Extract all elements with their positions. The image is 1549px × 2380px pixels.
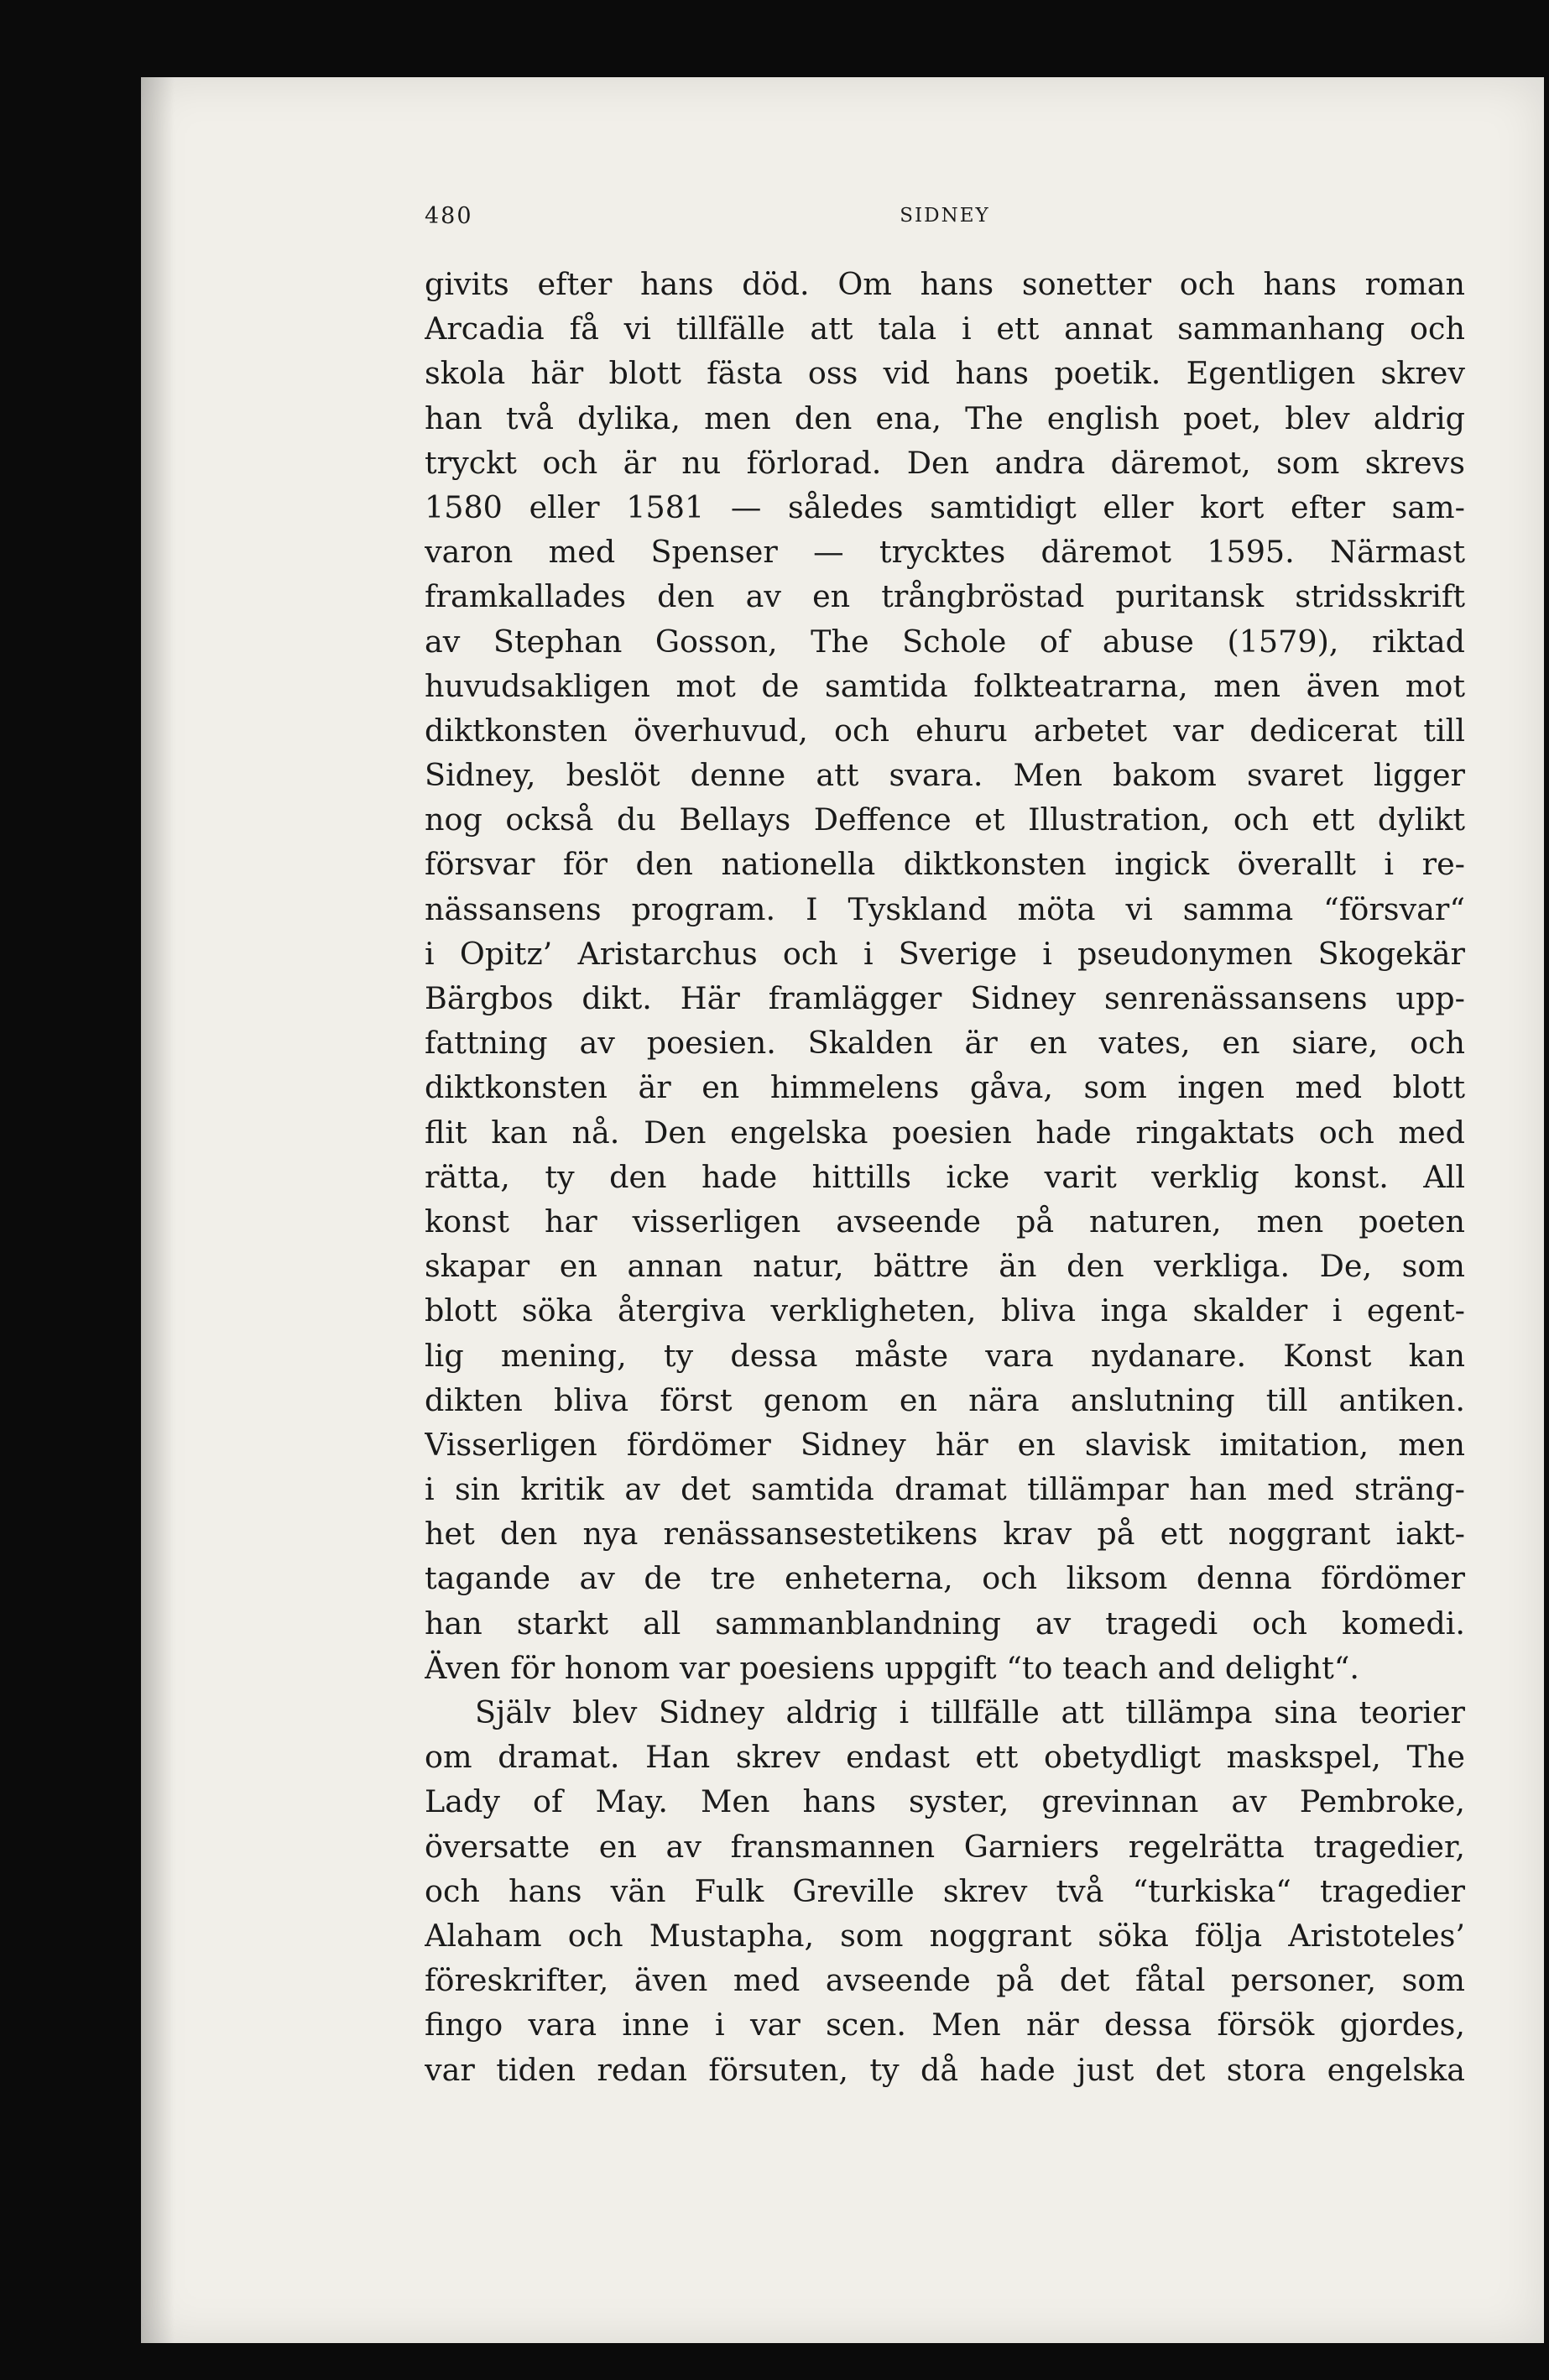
page-number: 480	[425, 203, 473, 229]
text-line: skola här blott fästa oss vid hans poetik. Egentligen skrev	[425, 355, 1465, 392]
text-line: föreskrifter, även med avseende på det fåtal personer, som	[425, 1962, 1465, 1999]
running-title: SIDNEY	[900, 205, 990, 227]
text-line: dikten bliva först genom en nära anslutning till antiken.	[425, 1381, 1465, 1418]
text-line: diktkonsten är en himmelens gåva, som ingen med blott	[425, 1069, 1465, 1106]
text-line: 1580 eller 1581 — således samtidigt eller kort efter sam-	[425, 488, 1465, 525]
text-line: Arcadia få vi tillfälle att tala i ett annat sammanhang och	[425, 311, 1465, 347]
text-line: varon med Spenser — trycktes däremot 1595. Närmast	[425, 534, 1465, 571]
text-line: konst har visserligen avseende på naturen, men poeten	[425, 1203, 1465, 1240]
text-line: blott söka återgiva verkligheten, bliva inga skalder i egent-	[425, 1292, 1465, 1329]
text-line: och hans vän Fulk Greville skrev två “turkiska“ tragedier	[425, 1872, 1465, 1909]
text-line: nässansens program. I Tyskland möta vi samma “försvar“	[425, 890, 1465, 927]
text-line: framkallades den av en trångbröstad puritansk stridsskrift	[425, 578, 1465, 615]
body-text	[425, 262, 1465, 2092]
text-line: Lady of May. Men hans syster, grevinnan av Pembroke,	[425, 1783, 1465, 1820]
text-line: huvudsakligen mot de samtida folkteatrarna, men även mot	[425, 667, 1465, 704]
text-line: tryckt och är nu förlorad. Den andra däremot, som skrevs	[425, 444, 1465, 481]
gutter-shadow	[141, 77, 175, 2343]
text-line-paragraph-start: Själv blev Sidney aldrig i tillfälle att tillämpa sina teorier	[475, 1694, 1465, 1730]
text-line: givits efter hans död. Om hans sonetter och hans roman	[425, 266, 1465, 302]
text-line: han två dylika, men den ena, The english poet, blev aldrig	[425, 399, 1465, 436]
text-line: tagande av de tre enheterna, och liksom denna fördömer	[425, 1560, 1465, 1597]
text-line: nog också du Bellays Deffence et Illustration, och ett dylikt	[425, 801, 1465, 838]
text-line: Alaham och Mustapha, som noggrant söka följa Aristoteles’	[425, 1917, 1465, 1954]
text-line: het den nya renässansestetikens krav på ett noggrant iakt-	[425, 1516, 1465, 1553]
text-line: fattning av poesien. Skalden är en vates, en siare, och	[425, 1025, 1465, 1062]
text-line: Bärgbos dikt. Här framlägger Sidney senrenässansens upp-	[425, 980, 1465, 1016]
text-line: skapar en annan natur, bättre än den verkliga. De, som	[425, 1248, 1465, 1285]
text-line: försvar för den nationella diktkonsten ingick överallt i re-	[425, 846, 1465, 883]
text-line: översatte en av fransmannen Garniers regelrätta tragedier,	[425, 1828, 1465, 1865]
text-line: diktkonsten överhuvud, och ehuru arbetet var dedicerat till	[425, 712, 1465, 749]
text-line: Visserligen fördömer Sidney här en slavisk imitation, men	[425, 1426, 1465, 1463]
text-line: i Opitz’ Aristarchus och i Sverige i pseudonymen Skogekär	[425, 935, 1465, 972]
text-line: om dramat. Han skrev endast ett obetydligt maskspel, The	[425, 1739, 1465, 1776]
text-line: var tiden redan försuten, ty då hade just det stora engelska	[425, 2051, 1465, 2088]
running-head	[425, 203, 1465, 237]
text-line: rätta, ty den hade hittills icke varit verklig konst. All	[425, 1158, 1465, 1195]
text-line: i sin kritik av det samtida dramat tillämpar han med sträng-	[425, 1471, 1465, 1508]
text-line-paragraph-end: Även för honom var poesiens uppgift “to teach and delight“.	[425, 1649, 1360, 1686]
text-line: lig mening, ty dessa måste vara nydanare. Konst kan	[425, 1337, 1465, 1374]
text-line: han starkt all sammanblandning av tragedi och komedi.	[425, 1605, 1465, 1641]
text-line: fingo vara inne i var scen. Men när dessa försök gjordes,	[425, 2007, 1465, 2043]
text-line: av Stephan Gosson, The Schole of abuse (1579), riktad	[425, 623, 1465, 660]
text-line: flit kan nå. Den engelska poesien hade ringaktats och med	[425, 1114, 1465, 1151]
text-line: Sidney, beslöt denne att svara. Men bakom svaret ligger	[425, 757, 1465, 794]
